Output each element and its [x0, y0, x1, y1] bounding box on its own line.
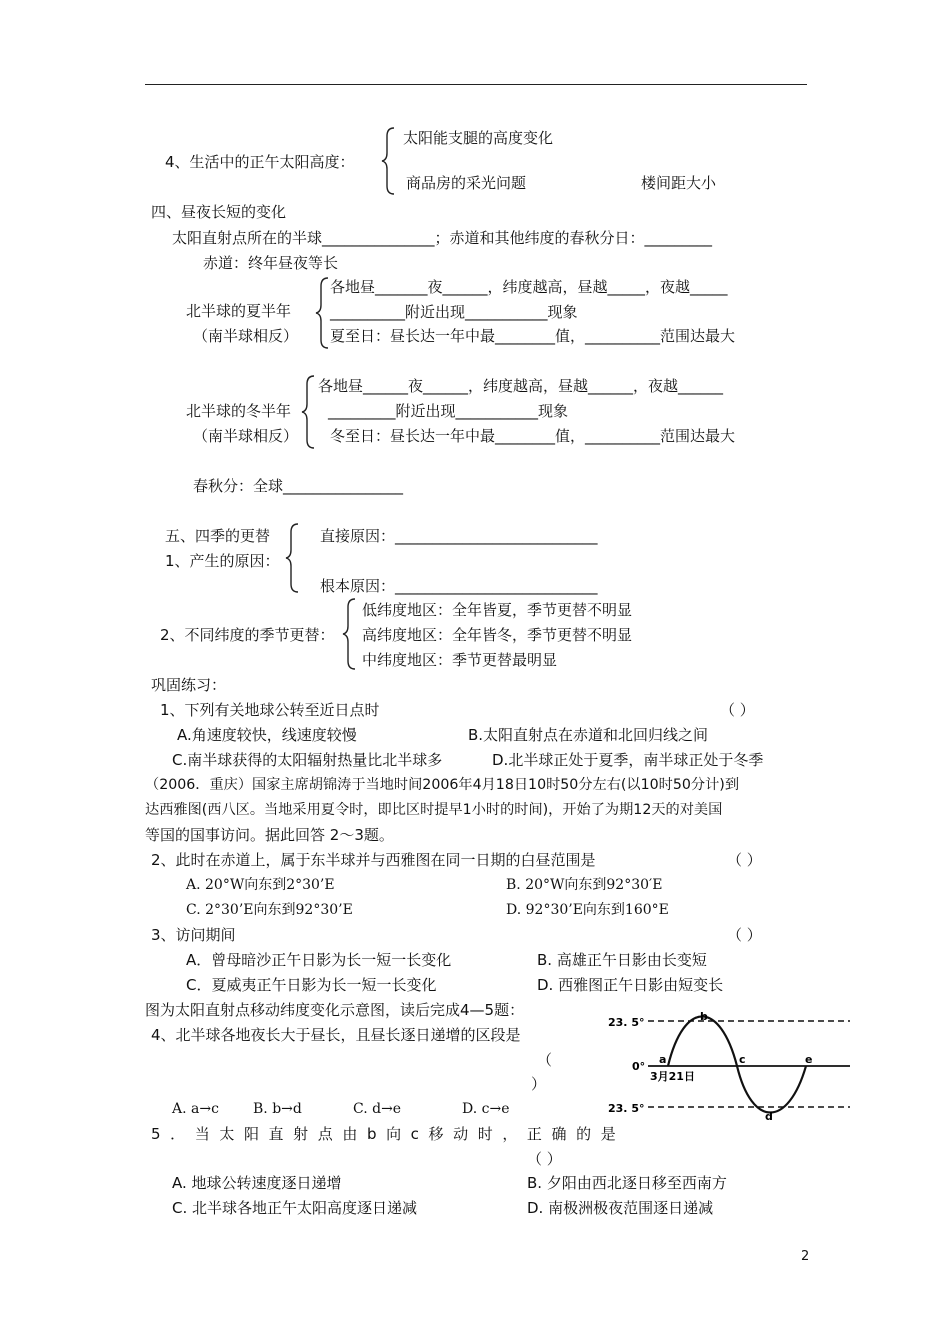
q1-option-b: B.太阳直射点在赤道和北回归线之间: [468, 726, 709, 744]
equinox-line: 春秋分：全球________________: [193, 477, 404, 495]
summer-row3: 夏至日：昼长达一年中最________值，__________范围达最大: [330, 327, 736, 345]
daynight-line1: 太阳直射点所在的半球_______________；赤道和其他纬度的春秋分日：_________: [172, 229, 713, 247]
label-equator: 0°: [632, 1060, 646, 1073]
section4-item2: 商品房的采光问题: [406, 174, 527, 192]
q5-option-d: D. 南极洲极夜范围逐日递减: [527, 1199, 714, 1217]
winter-brace: [300, 374, 318, 450]
q5-option-a: A. 地球公转速度逐日递增: [172, 1174, 342, 1192]
section4-item1: 太阳能支腿的高度变化: [403, 129, 554, 147]
q4-option-c: C. d→e: [353, 1101, 402, 1117]
winter-label: 北半球的冬半年: [186, 402, 292, 420]
summer-row1: 各地昼_______夜______，纬度越高，昼越_____，夜越_____: [330, 278, 728, 296]
migration-curve: [668, 1017, 806, 1113]
subsolar-migration-figure: [600, 1010, 855, 1122]
seasons-latitude-brace: [341, 597, 359, 671]
q2-stem: 2、此时在赤道上，属于东半球并与西雅图在同一日期的白昼范围是: [151, 851, 596, 869]
point-e: e: [805, 1053, 813, 1066]
point-b: b: [700, 1010, 708, 1023]
daynight-heading: 四、昼夜长短的变化: [151, 203, 287, 221]
label-date: 3月21日: [650, 1070, 695, 1083]
seasons-low: 低纬度地区：全年皆夏，季节更替不明显: [362, 601, 633, 619]
q4-stem: 4、北半球各地夜长大于昼长，且昼长逐日递增的区段是: [151, 1026, 521, 1044]
seasons-high: 高纬度地区：全年皆冬，季节更替不明显: [362, 626, 633, 644]
passage-line2: 达西雅图(西八区。当地采用夏令时，即比区时提早1小时的时间)，开始了为期12天的对美国: [145, 802, 723, 818]
q4-option-b: B. b→d: [253, 1101, 302, 1117]
q1-stem: 1、下列有关地球公转至近日点时: [160, 701, 380, 719]
figure-intro: 图为太阳直射点移动纬度变化示意图，读后完成4—5题：: [145, 1001, 525, 1019]
header-rule: [145, 84, 807, 85]
seasons-latitude-label: 2、不同纬度的季节更替：: [160, 626, 335, 644]
summer-row2: __________附近出现___________现象: [330, 303, 578, 321]
summer-label: 北半球的夏半年: [186, 302, 292, 320]
seasons-heading: 五、四季的更替: [165, 527, 271, 545]
q5-option-b: B. 夕阳由西北逐日移至西南方: [527, 1174, 727, 1192]
label-top-latitude: 23. 5°: [608, 1016, 645, 1029]
winter-note: （南半球相反）: [193, 427, 299, 445]
seasons-mid: 中纬度地区：季节更替最明显: [362, 651, 558, 669]
section4-brace: [380, 126, 400, 196]
q3-option-a: A．曾母暗沙正午日影为长一短一长变化: [186, 951, 452, 969]
q3-option-b: B. 高雄正午日影由长变短: [537, 951, 707, 969]
seasons-cause-label: 1、产生的原因：: [165, 552, 280, 570]
seasons-cause-brace: [284, 522, 302, 594]
q5-option-c: C. 北半球各地正午太阳高度逐日递减: [172, 1199, 418, 1217]
q3-option-c: C．夏威夷正午日影为长一短一长变化: [186, 976, 437, 994]
q1-option-c: C.南半球获得的太阳辐射热量比北半球多: [172, 751, 443, 769]
q4-option-a: A. a→c: [172, 1101, 219, 1117]
q1-answer-paren: （ ）: [720, 701, 755, 719]
point-a: a: [659, 1053, 667, 1066]
section4-label: 4、生活中的正午太阳高度：: [165, 153, 355, 171]
winter-row3: 冬至日：昼长达一年中最________值，__________范围达最大: [330, 427, 736, 445]
point-d: d: [765, 1110, 773, 1122]
q4-paren-open: （: [537, 1051, 553, 1069]
q3-stem: 3、访问期间: [151, 926, 236, 944]
summer-note: （南半球相反）: [193, 327, 299, 345]
point-c: c: [739, 1053, 746, 1066]
q4-option-d: D. c→e: [462, 1101, 510, 1117]
winter-row1: 各地昼______夜______，纬度越高，昼越______，夜越______: [318, 377, 724, 395]
passage-line1: （2006．重庆）国家主席胡锦涛于当地时间2006年4月18日10时50分左右(以10时50分计)到: [145, 777, 740, 793]
passage-line3: 等国的国事访问。据此回答 2～3题。: [145, 826, 394, 844]
q3-answer-paren: （ ）: [727, 926, 762, 944]
q2-answer-paren: （ ）: [727, 851, 762, 869]
q1-option-a: A.角速度较快，线速度较慢: [177, 726, 357, 744]
q2-option-c: C. 2°30’E向东到92°30’E: [186, 902, 353, 918]
seasons-direct: 直接原因：___________________________: [320, 527, 598, 545]
page-number: 2: [801, 1249, 810, 1264]
q2-option-b: B. 20°W向东到92°30′E: [506, 877, 663, 893]
q2-option-d: D. 92°30’E向东到160°E: [506, 902, 669, 918]
seasons-root: 根本原因：___________________________: [320, 577, 598, 595]
q4-paren-close: ）: [531, 1075, 547, 1093]
section4-item2-note: 楼间距大小: [641, 174, 717, 192]
q5-stem: 5．当太阳直射点由b向c移动时，正确的是: [151, 1125, 626, 1143]
q2-option-a: A. 20°W向东到2°30’E: [186, 877, 335, 893]
label-bottom-latitude: 23. 5°: [608, 1102, 645, 1115]
winter-row2: _________附近出现___________现象: [328, 402, 569, 420]
daynight-line2: 赤道：终年昼夜等长: [203, 254, 339, 272]
q3-option-d: D. 西雅图正午日影由短变长: [537, 976, 724, 994]
q5-answer-paren: （ ）: [527, 1150, 562, 1168]
exercises-heading: 巩固练习：: [151, 676, 227, 694]
q1-option-d: D.北半球正处于夏季，南半球正处于冬季: [492, 751, 764, 769]
